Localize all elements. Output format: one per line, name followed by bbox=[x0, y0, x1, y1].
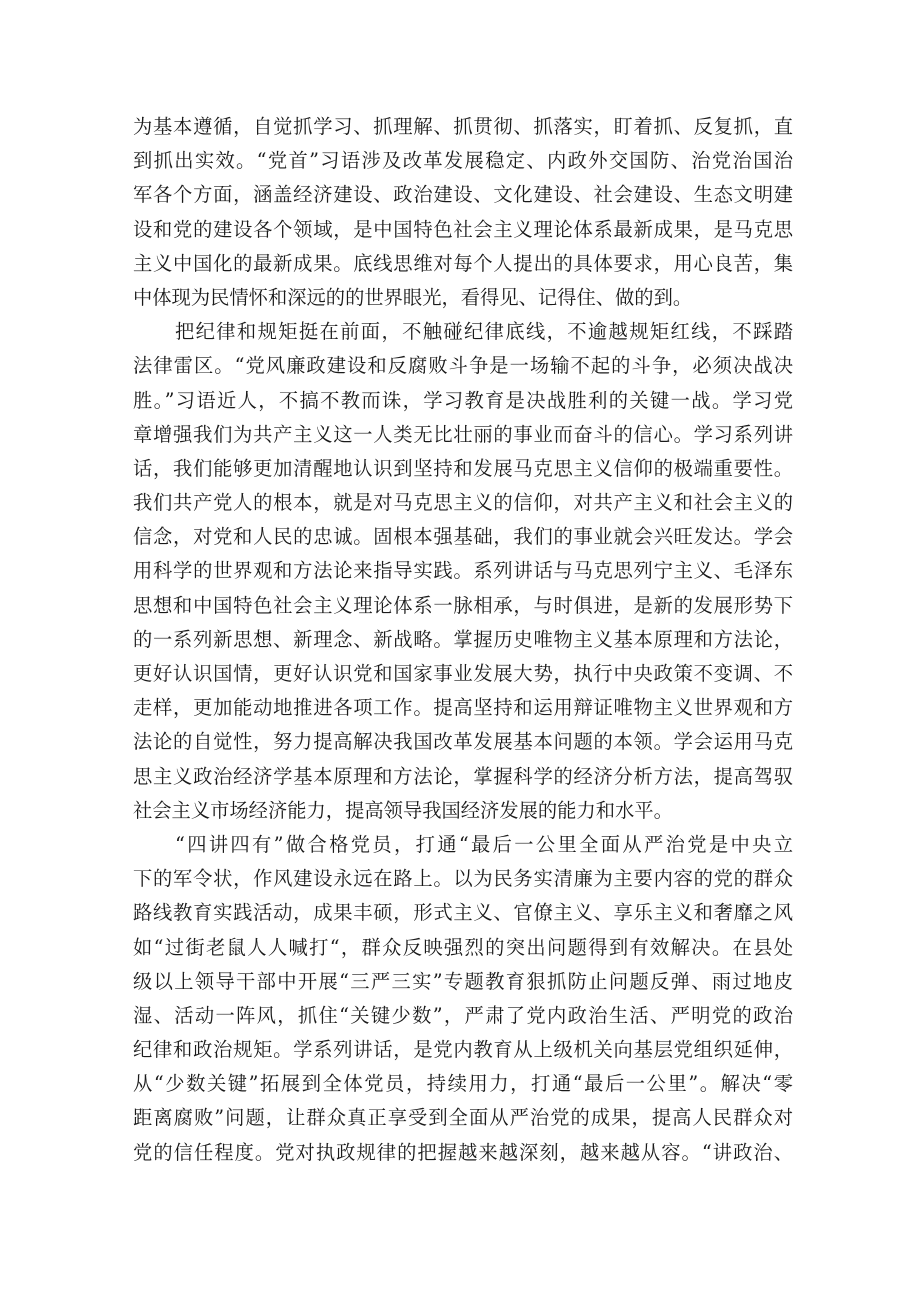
text-line: 路线教育实践活动，成果丰硕，形式主义、官僚主义、享乐主义和奢靡之风 bbox=[133, 901, 793, 925]
text-line: 纪律和政治规矩。学系列讲话，是党内教育从上级机关向基层党组织延伸， bbox=[133, 1038, 793, 1062]
paragraph-3 bbox=[133, 828, 793, 1170]
text-line: 法律雷区。“党风廉政建设和反腐败斗争是一场输不起的斗争，必须决战决 bbox=[133, 354, 793, 378]
text-line: 话，我们能够更加清醒地认识到坚持和发展马克思主义信仰的极端重要性。 bbox=[133, 456, 793, 480]
text-line: 到抓出实效。“党首”习语涉及改革发展稳定、内政外交国防、治党治国治 bbox=[133, 149, 793, 173]
text-line: 把纪律和规矩挺在前面，不触碰纪律底线，不逾越规矩红线，不踩踏 bbox=[175, 320, 793, 344]
paragraph-1 bbox=[133, 110, 793, 315]
text-line: 军各个方面，涵盖经济建设、政治建设、文化建设、社会建设、生态文明建 bbox=[133, 183, 793, 207]
text-line: 湿、活动一阵风，抓住“关键少数”，严肃了党内政治生活、严明党的政治 bbox=[133, 1003, 793, 1027]
paragraph-2 bbox=[133, 315, 793, 828]
text-line: 下的军令状，作风建设永远在路上。以为民务实清廉为主要内容的党的群众 bbox=[133, 867, 793, 891]
text-line: 思主义政治经济学基本原理和方法论，掌握科学的经济分析方法，提高驾驭 bbox=[133, 764, 793, 788]
document-body bbox=[133, 110, 793, 1170]
text-line: 距离腐败”问题，让群众真正享受到全面从严治党的成果，提高人民群众对 bbox=[133, 1106, 793, 1130]
text-line: 胜。”习语近人，不搞不教而诛，学习教育是决战胜利的关键一战。学习党 bbox=[133, 388, 793, 412]
text-line: 党的信任程度。党对执政规律的把握越来越深刻，越来越从容。“讲政治、 bbox=[133, 1140, 793, 1164]
text-line: 中体现为民情怀和深远的的世界眼光，看得见、记得住、做的到。 bbox=[133, 285, 693, 309]
text-line: 级以上领导干部中开展“三严三实”专题教育狠抓防止问题反弹、雨过地皮 bbox=[133, 969, 793, 993]
text-line: 如“过街老鼠人人喊打“，群众反映强烈的突出问题得到有效解决。在县处 bbox=[133, 935, 793, 959]
text-line: 更好认识国情，更好认识党和国家事业发展大势，执行中央政策不变调、不 bbox=[133, 662, 793, 685]
text-line: 章增强我们为共产主义这一人类无比壮丽的事业而奋斗的信心。学习系列讲 bbox=[133, 422, 793, 446]
text-line: 走样，更加能动地推进各项工作。提高坚持和运用辩证唯物主义世界观和方 bbox=[133, 696, 793, 720]
text-line: 思想和中国特色社会主义理论体系一脉相承，与时俱进，是新的发展形势下 bbox=[133, 593, 793, 617]
text-line: 用科学的世界观和方法论来指导实践。系列讲话与马克思列宁主义、毛泽东 bbox=[133, 559, 793, 583]
text-line: 法论的自觉性，努力提高解决我国改革发展基本问题的本领。学会运用马克 bbox=[133, 730, 793, 754]
text-line: 从“少数关键”拓展到全体党员，持续用力，打通“最后一公里”。解决“零 bbox=[133, 1072, 793, 1096]
text-line: 我们共产党人的根本，就是对马克思主义的信仰，对共产主义和社会主义的 bbox=[133, 491, 793, 515]
text-line: “四讲四有”做合格党员，打通“最后一公里全面从严治党是中央立 bbox=[175, 832, 793, 856]
text-line: 主义中国化的最新成果。底线思维对每个人提出的具体要求，用心良苦，集 bbox=[133, 251, 793, 275]
text-line: 为基本遵循，自觉抓学习、抓理解、抓贯彻、抓落实，盯着抓、反复抓，直 bbox=[133, 115, 793, 138]
text-line: 设和党的建设各个领域，是中国特色社会主义理论体系最新成果，是马克思 bbox=[133, 217, 793, 241]
text-line: 的一系列新思想、新理念、新战略。掌握历史唯物主义基本原理和方法论， bbox=[133, 627, 793, 651]
text-line: 信念，对党和人民的忠诚。固根本强基础，我们的事业就会兴旺发达。学会 bbox=[133, 525, 793, 549]
text-line: 社会主义市场经济能力，提高领导我国经济发展的能力和水平。 bbox=[133, 798, 673, 822]
